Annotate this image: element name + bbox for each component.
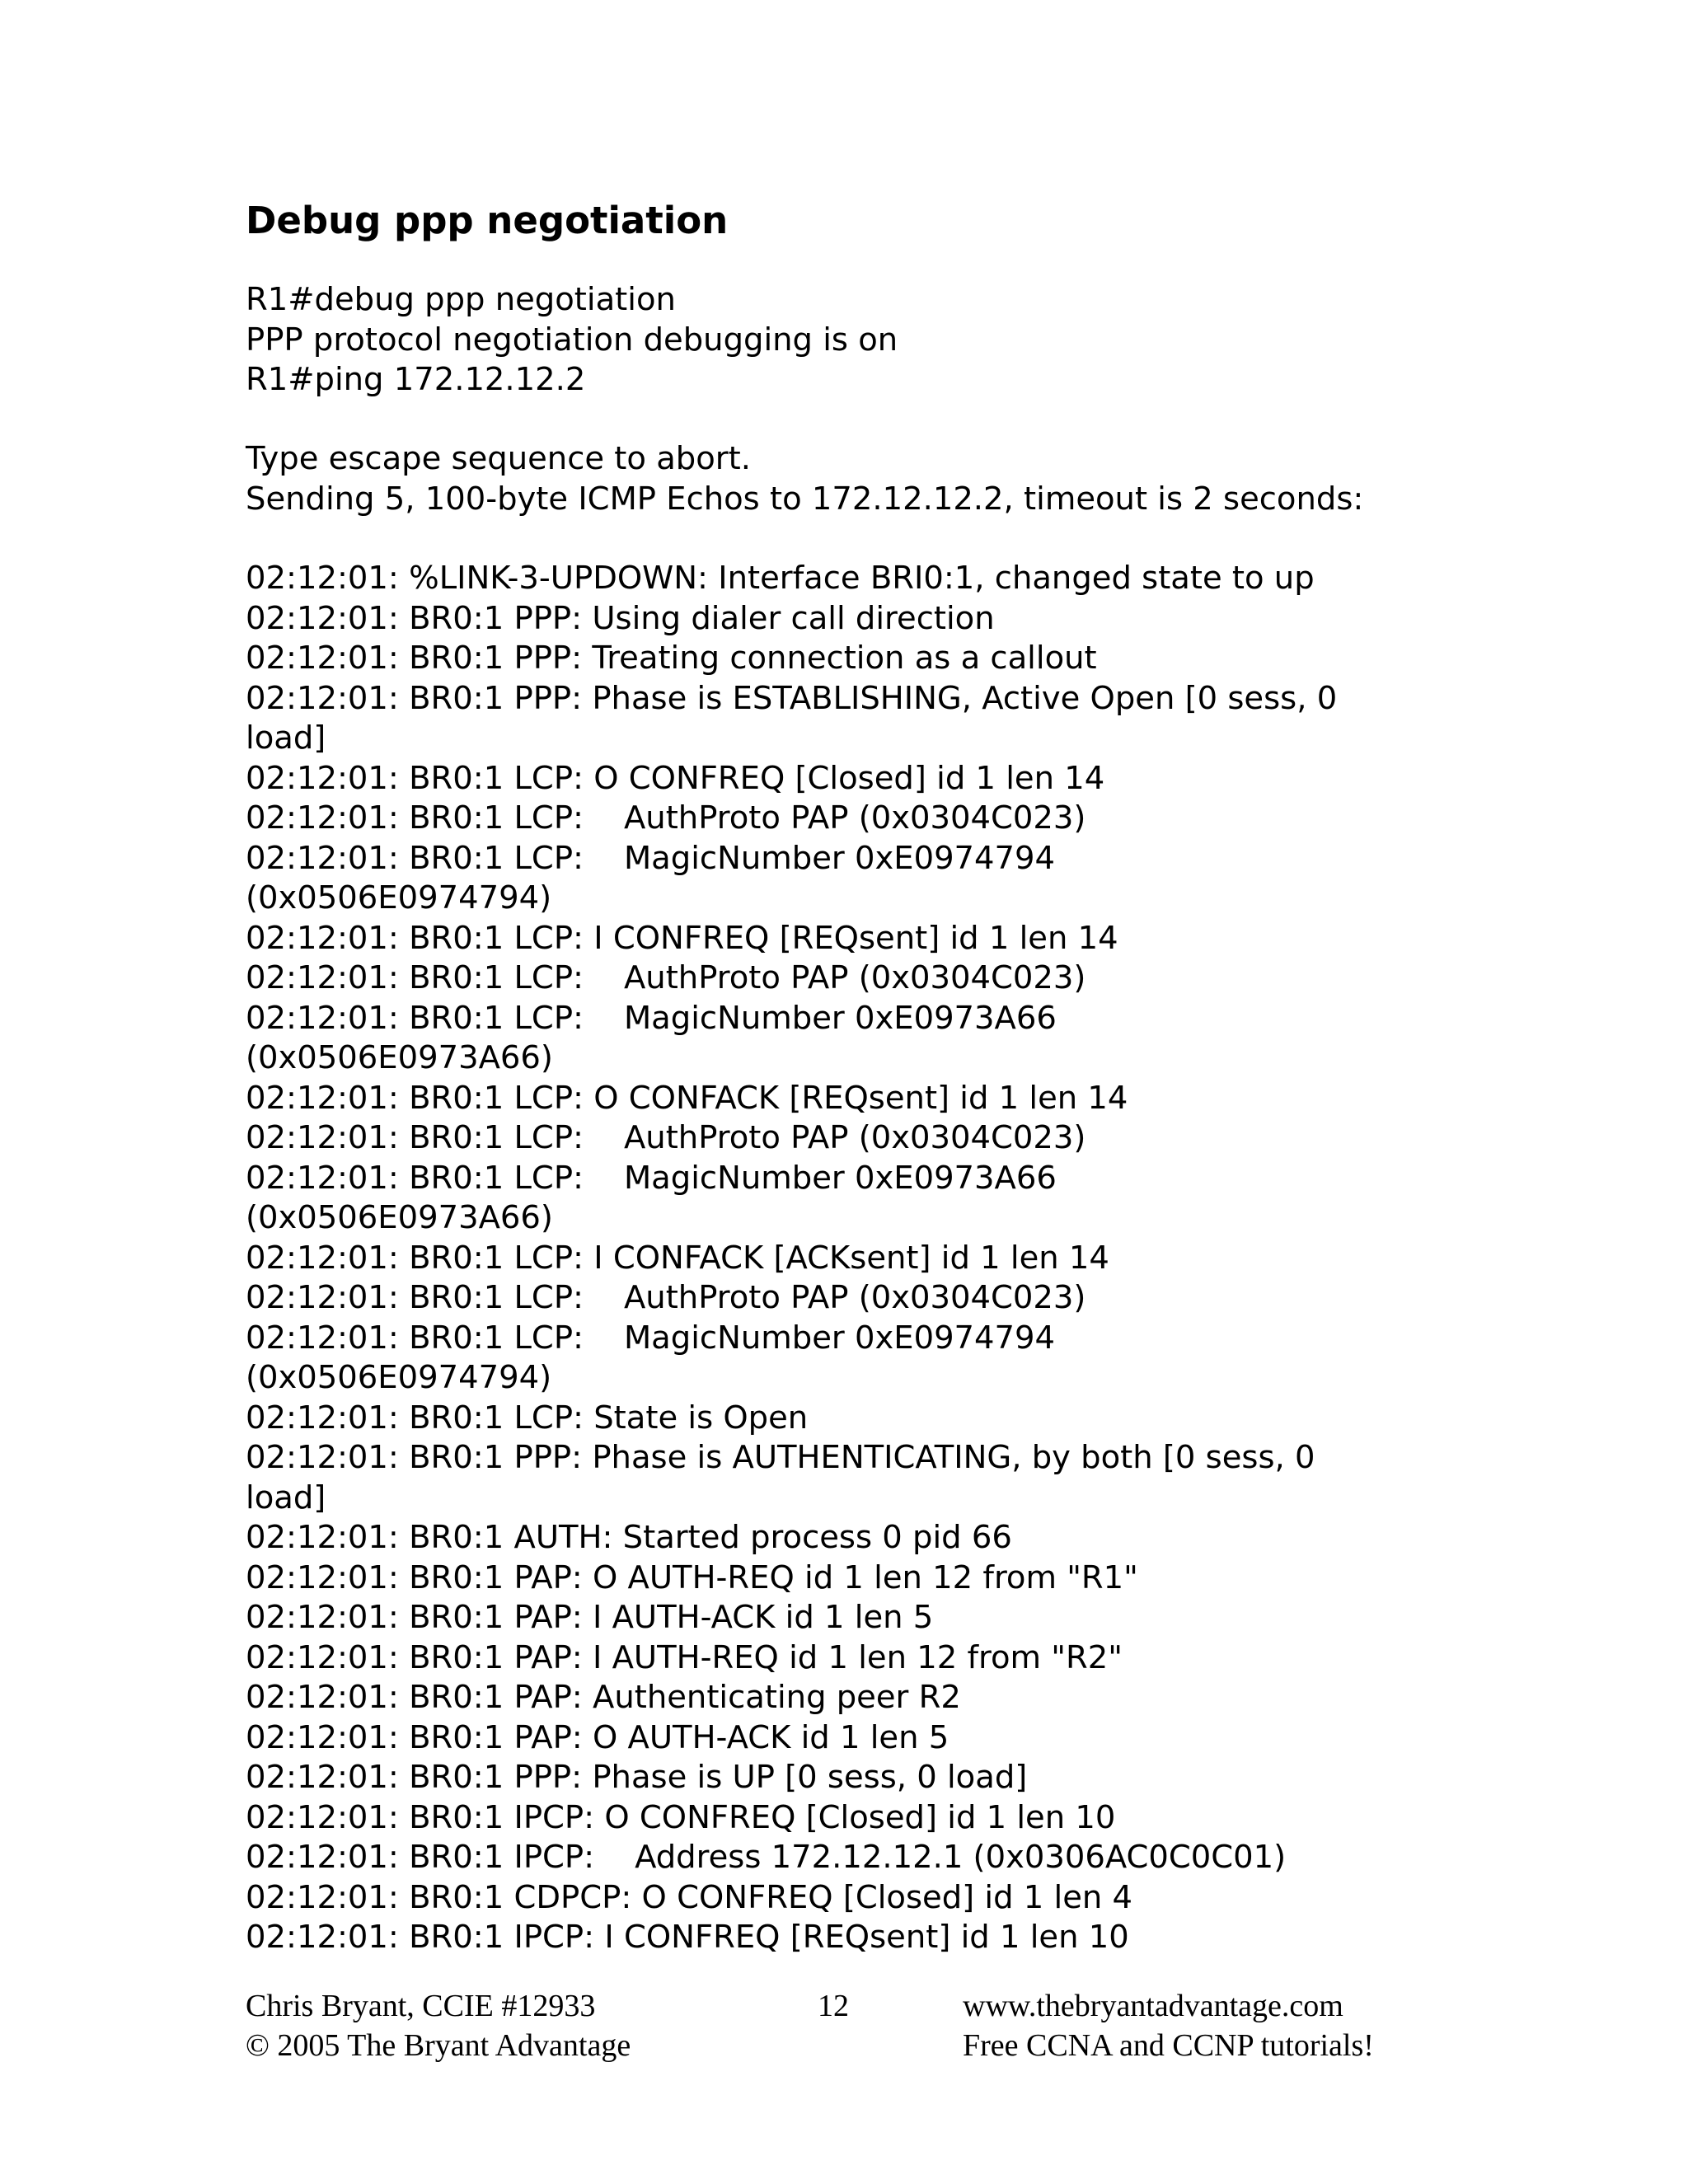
- text-line: (0x0506E0974794): [246, 1359, 552, 1396]
- text-line: 02:12:01: BR0:1 IPCP: I CONFREQ [REQsent] id 1 len 10: [246, 1919, 1129, 1956]
- text-line: 02:12:01: BR0:1 LCP: I CONFREQ [REQsent] id 1 len 14: [246, 919, 1118, 957]
- text-line: 02:12:01: BR0:1 PPP: Phase is AUTHENTICATING, by both [0 sess, 0: [246, 1439, 1315, 1476]
- text-line: 02:12:01: BR0:1 LCP: State is Open: [246, 1399, 809, 1436]
- text-line: (0x0506E0973A66): [246, 1199, 553, 1236]
- text-line: 02:12:01: BR0:1 PAP: I AUTH-REQ id 1 len 12 from "R2": [246, 1638, 1123, 1676]
- footer-website: www.thebryantadvantage.com: [963, 1989, 1343, 2023]
- footer-tagline: Free CCNA and CCNP tutorials!: [963, 2028, 1374, 2063]
- command-block: [246, 280, 898, 401]
- text-line: 02:12:01: BR0:1 LCP: MagicNumber 0xE0973A66: [246, 999, 1057, 1037]
- text-line: 02:12:01: BR0:1 PPP: Treating connection as a callout: [246, 640, 1097, 677]
- text-line: 02:12:01: BR0:1 LCP: O CONFACK [REQsent] id 1 len 14: [246, 1079, 1128, 1117]
- section-heading: Debug ppp negotiation: [246, 199, 729, 242]
- text-line: 02:12:01: BR0:1 IPCP: Address 172.12.12.1 (0x0306AC0C0C01): [246, 1839, 1287, 1876]
- text-line: 02:12:01: BR0:1 CDPCP: O CONFREQ [Closed] id 1 len 4: [246, 1878, 1133, 1916]
- text-line: R1#ping 172.12.12.2: [246, 361, 586, 398]
- debug-log-block: [246, 559, 1337, 1958]
- footer-left: [246, 1986, 631, 2065]
- text-line: 02:12:01: BR0:1 LCP: AuthProto PAP (0x0304C023): [246, 1119, 1086, 1156]
- text-line: (0x0506E0973A66): [246, 1039, 553, 1076]
- text-line: 02:12:01: BR0:1 LCP: MagicNumber 0xE0974794: [246, 839, 1056, 877]
- text-line: load]: [246, 1479, 326, 1516]
- text-line: 02:12:01: BR0:1 PAP: O AUTH-ACK id 1 len 5: [246, 1718, 950, 1756]
- text-line: 02:12:01: BR0:1 PPP: Using dialer call direction: [246, 599, 995, 637]
- ping-output-block: [246, 439, 1363, 519]
- text-line: 02:12:01: BR0:1 PAP: Authenticating peer R2: [246, 1679, 961, 1716]
- text-line: 02:12:01: BR0:1 LCP: AuthProto PAP (0x0304C023): [246, 959, 1086, 996]
- text-line: Sending 5, 100-byte ICMP Echos to 172.12.12.2, timeout is 2 seconds:: [246, 480, 1364, 518]
- text-line: R1#debug ppp negotiation: [246, 281, 676, 318]
- footer-author: Chris Bryant, CCIE #12933: [246, 1989, 596, 2023]
- text-line: load]: [246, 719, 326, 757]
- text-line: 02:12:01: BR0:1 LCP: MagicNumber 0xE0973A66: [246, 1159, 1057, 1197]
- text-line: 02:12:01: BR0:1 PAP: O AUTH-REQ id 1 len 12 from "R1": [246, 1558, 1138, 1596]
- text-line: 02:12:01: BR0:1 PAP: I AUTH-ACK id 1 len 5: [246, 1599, 934, 1636]
- text-line: 02:12:01: %LINK-3-UPDOWN: Interface BRI0:1, changed state to up: [246, 560, 1315, 597]
- text-line: 02:12:01: BR0:1 AUTH: Started process 0 pid 66: [246, 1519, 1012, 1556]
- footer-copyright: © 2005 The Bryant Advantage: [246, 2028, 631, 2063]
- text-line: PPP protocol negotiation debugging is on: [246, 321, 898, 359]
- text-line: 02:12:01: BR0:1 LCP: O CONFREQ [Closed] id 1 len 14: [246, 759, 1105, 797]
- text-line: 02:12:01: BR0:1 LCP: AuthProto PAP (0x0304C023): [246, 1279, 1086, 1316]
- text-line: (0x0506E0974794): [246, 879, 552, 916]
- text-line: 02:12:01: BR0:1 LCP: AuthProto PAP (0x0304C023): [246, 799, 1086, 837]
- footer-right: [963, 1986, 1374, 2065]
- page-number: 12: [818, 1989, 849, 2023]
- text-line: 02:12:01: BR0:1 PPP: Phase is UP [0 sess, 0 load]: [246, 1759, 1028, 1796]
- footer-center: [818, 1986, 849, 2026]
- text-line: 02:12:01: BR0:1 LCP: I CONFACK [ACKsent] id 1 len 14: [246, 1239, 1109, 1277]
- text-line: 02:12:01: BR0:1 PPP: Phase is ESTABLISHING, Active Open [0 sess, 0: [246, 679, 1338, 717]
- text-line: 02:12:01: BR0:1 IPCP: O CONFREQ [Closed] id 1 len 10: [246, 1798, 1116, 1836]
- text-line: Type escape sequence to abort.: [246, 440, 751, 477]
- text-line: 02:12:01: BR0:1 LCP: MagicNumber 0xE0974794: [246, 1319, 1056, 1357]
